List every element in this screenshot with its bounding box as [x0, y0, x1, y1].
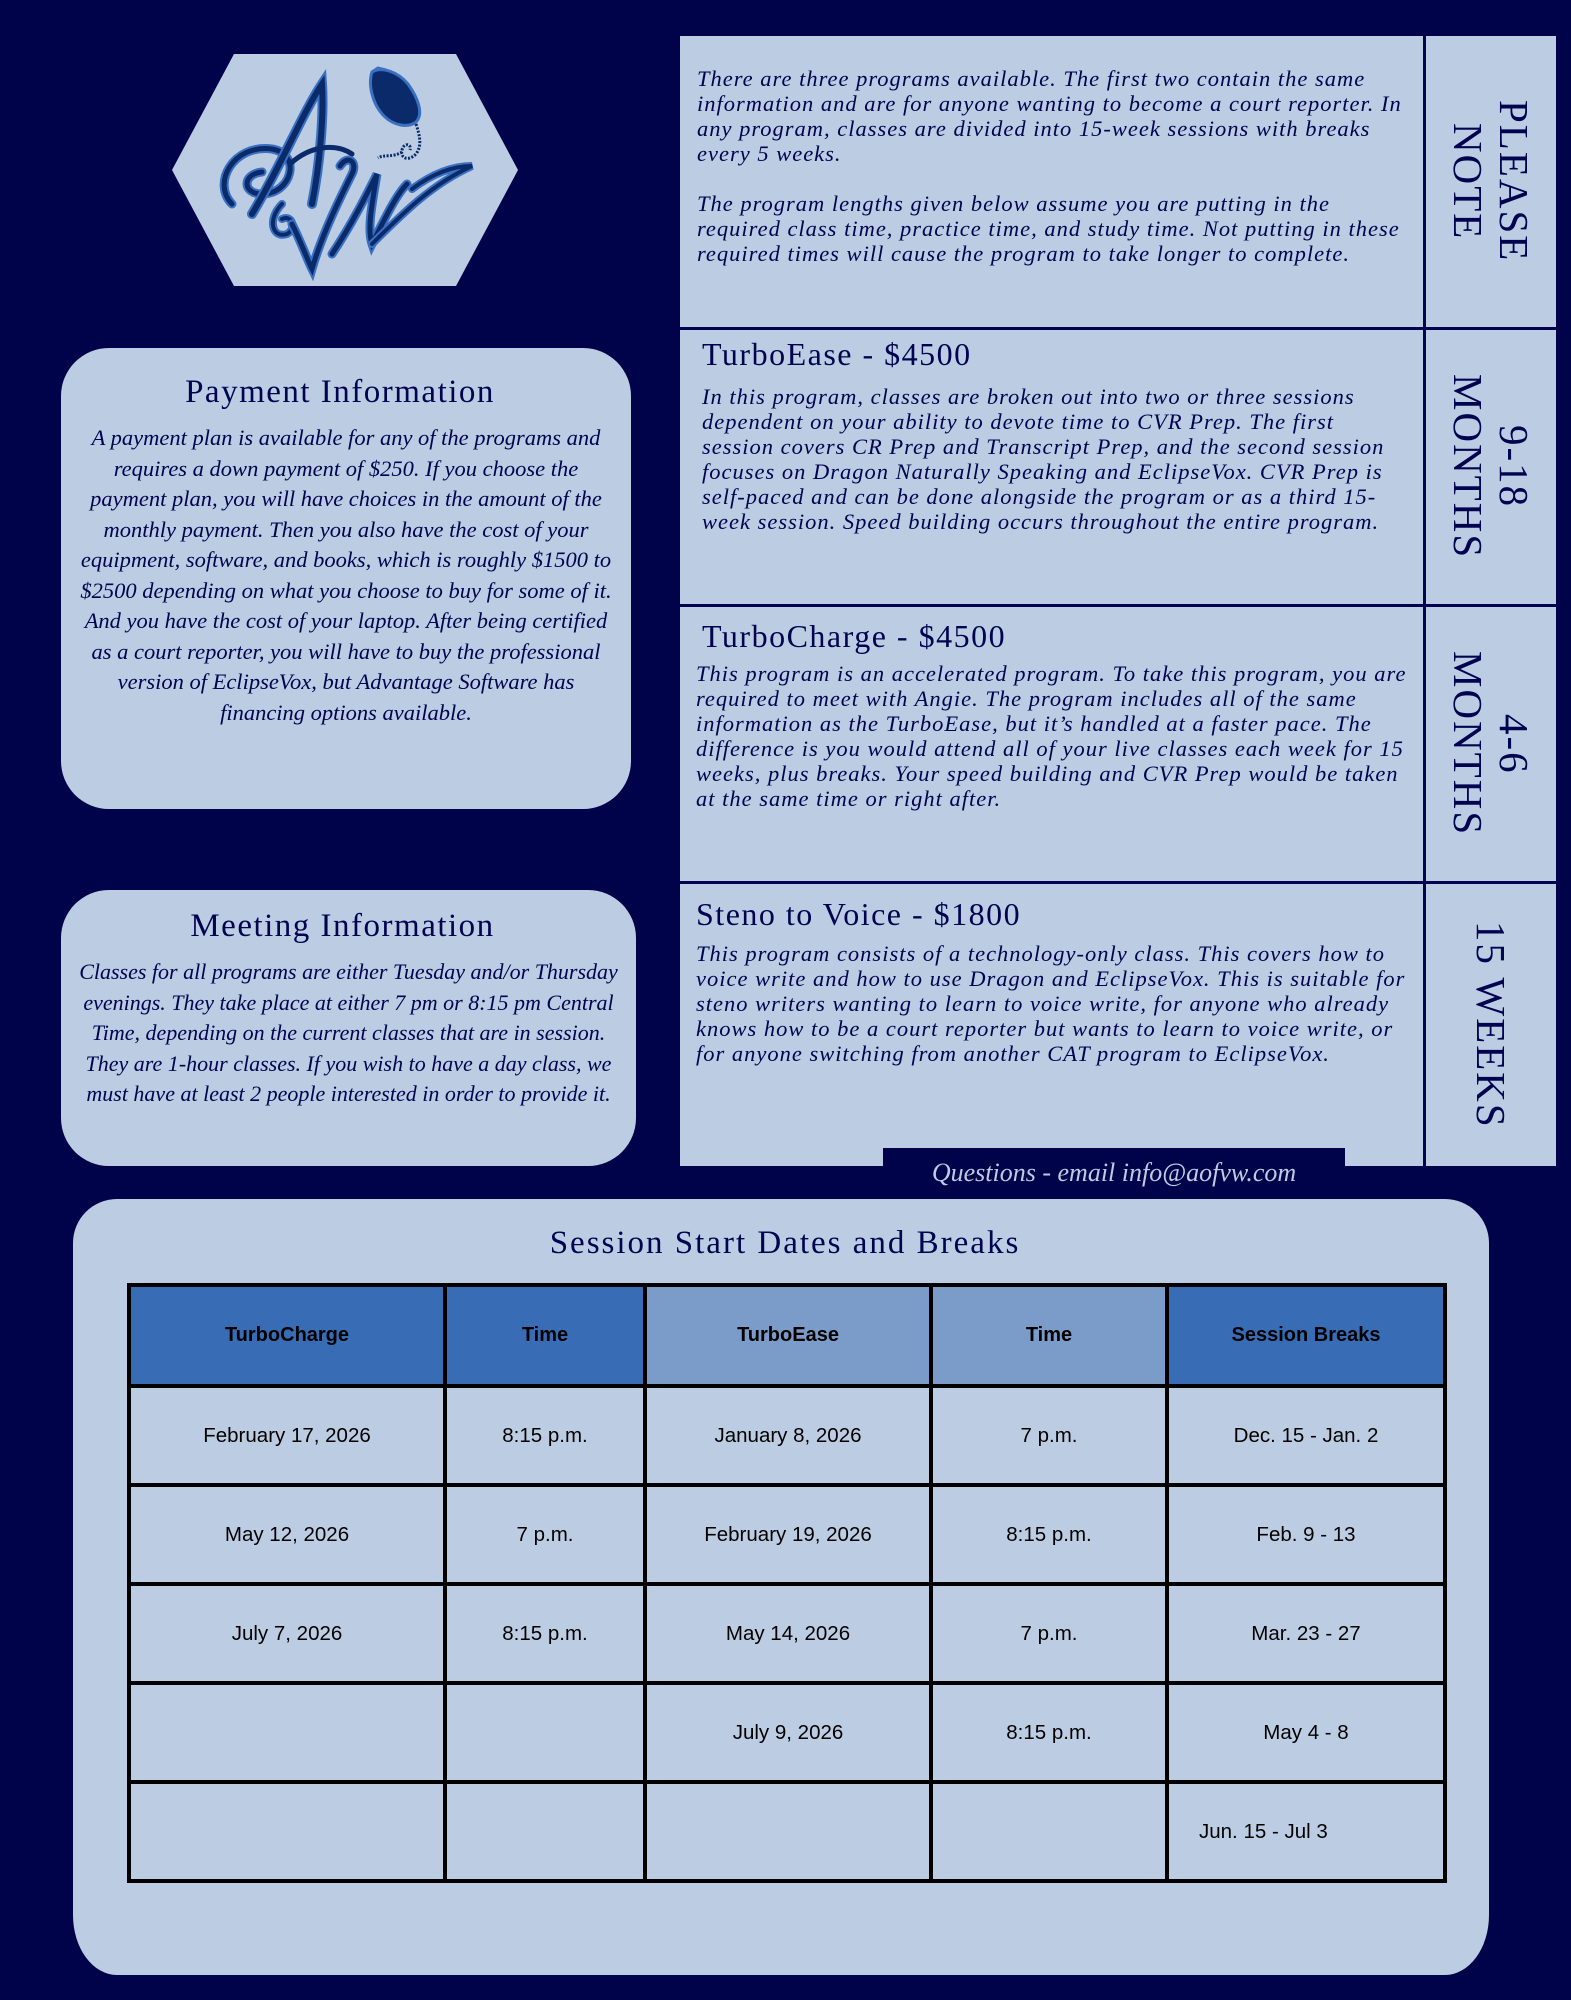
column-header-turboease: TurboEase [645, 1285, 931, 1386]
program-duration [1423, 607, 1556, 881]
session-dates-title: Session Start Dates and Breaks [549, 1225, 1021, 1261]
payment-information-body: A payment plan is available for any of the programs and requires a down payment of $250. If you choose the payment plan, you will have choices in the amount of the monthly payment. Then you also have the cost of your equipment, software, and books, which is roughly $1500 to $2500 depending on what you choose to buy for some of it. And you have the cost of your laptop. After being certified as a court reporter, you will have to buy the professional version of EclipseVox, but Advantage Software has financing options available. [80, 425, 612, 725]
program-turboease [680, 327, 1556, 604]
cell-session-break: Jun. 15 - Jul 3 [1167, 1782, 1445, 1881]
table-row [129, 1386, 1445, 1485]
avw-monogram-logo [172, 54, 518, 286]
please-note-side-label [1423, 36, 1556, 327]
cell-turboease-time: 7 p.m. [931, 1584, 1167, 1683]
meeting-information-card [61, 890, 636, 1166]
table-header-row [129, 1285, 1445, 1386]
table-row [129, 1485, 1445, 1584]
cell-turbocharge-date [129, 1683, 445, 1782]
program-steno-to-voice [680, 881, 1556, 1166]
cell-turbocharge-date: May 12, 2026 [129, 1485, 445, 1584]
program-title: Steno to Voice - $1800 [696, 896, 1022, 932]
questions-email-banner[interactable]: Questions - email info@aofvw.com [883, 1148, 1345, 1186]
cell-turboease-date [645, 1782, 931, 1881]
program-description: This program is an accelerated program. To take this program, you are required to meet with Angie. The program includes all of the same information as the TurboEase, but it’s handled at a faster pace. The difference is you would attend all of your live classes each week for 15 weeks, plus breaks. Your speed building and CVR Prep would be taken at the same time or right after. [696, 661, 1407, 811]
cell-turboease-time: 7 p.m. [931, 1386, 1167, 1485]
meeting-information-title: Meeting Information [190, 908, 495, 944]
meeting-information-body: Classes for all programs are either Tuesday and/or Thursday evenings. They take place at either 7 pm or 8:15 pm Central Time, depending on the current classes that are in session. They are 1-hour classes. If you wish to have a day class, we must have at least 2 people interested in order to provide it. [79, 959, 618, 1106]
column-header-session-breaks: Session Breaks [1167, 1285, 1445, 1386]
cell-session-break: May 4 - 8 [1167, 1683, 1445, 1782]
cell-session-break: Dec. 15 - Jan. 2 [1167, 1386, 1445, 1485]
table-row [129, 1584, 1445, 1683]
column-header-turbocharge: TurboCharge [129, 1285, 445, 1386]
column-header-time: Time [931, 1285, 1167, 1386]
program-text [680, 884, 1423, 1166]
program-duration-label: 9-18 MONTHS [1445, 374, 1537, 560]
cell-turbocharge-date [129, 1782, 445, 1881]
cell-session-break: Feb. 9 - 13 [1167, 1485, 1445, 1584]
program-description: This program consists of a technology-only class. This covers how to voice write and how to use Dragon and EclipseVox. This is suitable for steno writers wanting to learn to voice write, for anyone who already knows how to be a court reporter but wants to learn to voice write, or for anyone switching from another CAT program to EclipseVox. [696, 941, 1406, 1066]
cell-turbocharge-time [445, 1683, 645, 1782]
program-title: TurboEase - $4500 [702, 336, 972, 372]
cell-turbocharge-time: 8:15 p.m. [445, 1386, 645, 1485]
session-schedule-table [127, 1283, 1447, 1883]
program-description: In this program, classes are broken out into two or three sessions dependent on your ability to devote time to CVR Prep. The first session covers CR Prep and Transcript Prep, and the second session focuses on Dragon Naturally Speaking and EclipseVox. CVR Prep is self-paced and can be done alongside the program or as a third 15-week session. Speed building occurs throughout the entire program. [702, 384, 1385, 534]
cell-turbocharge-time: 8:15 p.m. [445, 1584, 645, 1683]
cell-turboease-date: January 8, 2026 [645, 1386, 931, 1485]
programs-panel [680, 36, 1556, 1166]
cell-turboease-time [931, 1782, 1167, 1881]
please-note-paragraph: The program lengths given below assume you are putting in the required class time, practice time, and study time. Not putting in these required times will cause the program to take longer to complete. [697, 191, 1400, 266]
program-text [680, 330, 1423, 604]
column-header-time: Time [445, 1285, 645, 1386]
session-dates-card [73, 1199, 1489, 1975]
payment-information-card [61, 348, 631, 809]
cell-turboease-date: July 9, 2026 [645, 1683, 931, 1782]
program-turbocharge [680, 604, 1556, 881]
table-row [129, 1782, 1445, 1881]
payment-information-title: Payment Information [185, 374, 495, 410]
cell-turbocharge-time: 7 p.m. [445, 1485, 645, 1584]
program-duration [1423, 884, 1556, 1166]
cell-turbocharge-date: February 17, 2026 [129, 1386, 445, 1485]
cell-turboease-time: 8:15 p.m. [931, 1683, 1167, 1782]
cell-turboease-date: May 14, 2026 [645, 1584, 931, 1683]
cell-session-break: Mar. 23 - 27 [1167, 1584, 1445, 1683]
program-duration [1423, 330, 1556, 604]
cell-turbocharge-time [445, 1782, 645, 1881]
logo [172, 54, 518, 286]
program-title: TurboCharge - $4500 [702, 618, 1007, 654]
program-duration-label: 15 WEEKS [1468, 921, 1514, 1129]
please-note-paragraph: There are three programs available. The first two contain the same information and are for anyone wanting to become a court reporter. In any program, classes are divided into 15-week sessions with breaks every 5 weeks. [697, 66, 1402, 166]
table-row [129, 1683, 1445, 1782]
please-note-label: PLEASE NOTE [1445, 100, 1537, 263]
please-note-text [680, 36, 1423, 327]
cell-turboease-time: 8:15 p.m. [931, 1485, 1167, 1584]
cell-turboease-date: February 19, 2026 [645, 1485, 931, 1584]
please-note-section [680, 36, 1556, 327]
program-text [680, 607, 1423, 881]
cell-turbocharge-date: July 7, 2026 [129, 1584, 445, 1683]
program-duration-label: 4-6 MONTHS [1445, 651, 1537, 837]
